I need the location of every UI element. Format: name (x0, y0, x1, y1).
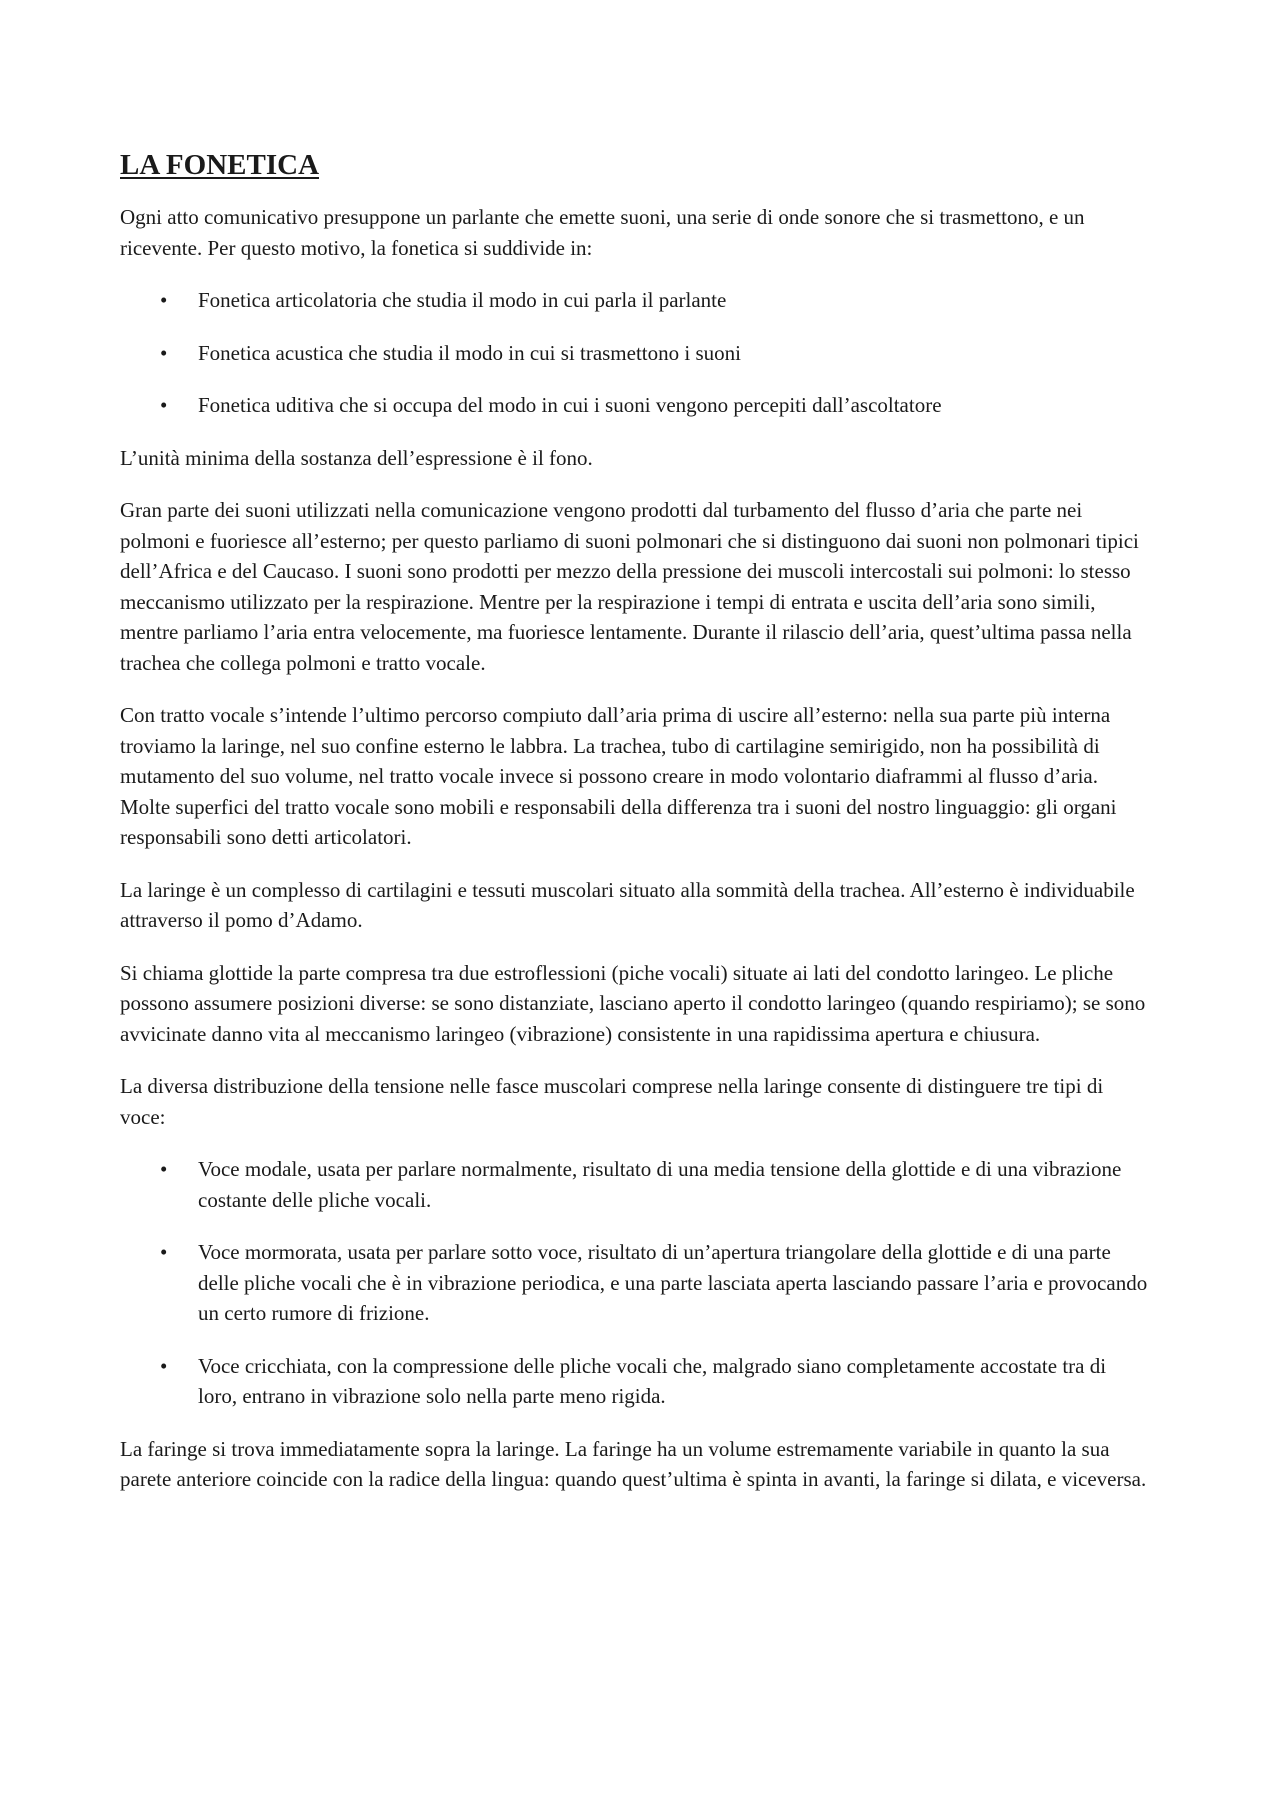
list-item-text: Fonetica uditiva che si occupa del modo in cui i suoni vengono percepiti dall’ascoltatore (198, 393, 942, 417)
fonetica-types-list (120, 285, 1150, 421)
voice-types-list (120, 1154, 1150, 1412)
bullet-icon: • (160, 1240, 168, 1264)
list-item (120, 1154, 1150, 1215)
paragraph-glottide: Si chiama glottide la parte compresa tra due estroflessioni (piche vocali) situate ai lati del condotto laringeo. Le pliche possono assumere posizioni diverse: se sono distanziate, lasciano aperto il condotto laringeo (quando respiriamo); se sono avvicinate danno vita al meccanismo laringeo (vibrazione) consistente in una rapidissima apertura e chiusura. (120, 960, 1146, 1046)
list-item-text: Voce cricchiata, con la compressione delle pliche vocali che, malgrado siano completamente accostate tra di loro, entrano in vibrazione solo nella parte meno rigida. (198, 1353, 1107, 1408)
paragraph-laringe: La laringe è un complesso di cartilagini e tessuti muscolari situato alla sommità della trachea. All’esterno è individuabile attraverso il pomo d’Adamo. (120, 877, 1135, 932)
paragraph-suoni-polmonari: Gran parte dei suoni utilizzati nella comunicazione vengono prodotti dal turbamento del flusso d’aria che parte nei polmoni e fuoriesce all’esterno; per questo parliamo di suoni polmonari che si distinguono dai suoni non polmonari tipici dell’Africa e del Caucaso. I suoni sono prodotti per mezzo della pressione dei muscoli intercostali sui polmoni: lo stesso meccanismo utilizzato per la respirazione. Mentre per la respirazione i tempi di entrata e uscita dell’aria sono simili, mentre parliamo l’aria entra velocemente, ma fuoriesce lentamente. Durante il rilascio dell’aria, quest’ultima passa nella trachea che collega polmoni e tratto vocale. (120, 498, 1139, 675)
paragraph-tratto-vocale: Con tratto vocale s’intende l’ultimo percorso compiuto dall’aria prima di uscire all’esterno: nella sua parte più interna troviamo la laringe, nel suo confine esterno le labbra. La trachea, tubo di cartilagine semirigido, non ha possibilità di mutamento del suo volume, nel tratto vocale invece si possono creare in modo volontario diaframmi al flusso d’aria. Molte superfici del tratto vocale sono mobili e responsabili della differenza tra i suoni del nostro linguaggio: gli organi responsabili sono detti articolatori. (120, 703, 1117, 849)
paragraph-fono: L’unità minima della sostanza dell’espressione è il fono. (120, 445, 593, 470)
list-item (120, 285, 1150, 316)
list-item-text: Fonetica acustica che studia il modo in cui si trasmettono i suoni (198, 340, 741, 365)
intro-paragraph: Ogni atto comunicativo presuppone un parlante che emette suoni, una serie di onde sonore che si trasmettono, e un ricevente. Per questo motivo, la fonetica si suddivide in: (120, 205, 1085, 260)
paragraph-tipi-di-voce: La diversa distribuzione della tensione nelle fasce muscolari comprese nella laringe consente di distinguere tre tipi di voce: (120, 1074, 1104, 1129)
list-item (120, 1351, 1150, 1412)
bullet-icon: • (160, 1353, 168, 1378)
list-item-text: Voce modale, usata per parlare normalmente, risultato di una media tensione della glottide e di una vibrazione costante delle pliche vocali. (198, 1157, 1122, 1212)
bullet-icon: • (160, 1157, 168, 1181)
paragraph-faringe: La faringe si trova immediatamente sopra la laringe. La faringe ha un volume estremamente variabile in quanto la sua parete anteriore coincide con la radice della lingua: quando quest’ultima è spinta in avanti, la faringe si dilata, e viceversa. (120, 1436, 1147, 1491)
list-item-text: Voce mormorata, usata per parlare sotto voce, risultato di un’apertura triangolare della glottide e di una parte delle pliche vocali che è in vibrazione periodica, e una parte lasciata aperta lasciando passare l’aria e provocando un certo rumore di frizione. (198, 1240, 1148, 1325)
bullet-icon: • (160, 288, 168, 312)
page-title: LA FONETICA (120, 149, 320, 181)
bullet-icon: • (160, 340, 168, 365)
list-item (120, 390, 1150, 421)
list-item (120, 338, 1150, 369)
bullet-icon: • (160, 393, 168, 417)
list-item-text: Fonetica articolatoria che studia il modo in cui parla il parlante (198, 288, 727, 312)
list-item (120, 1237, 1150, 1329)
